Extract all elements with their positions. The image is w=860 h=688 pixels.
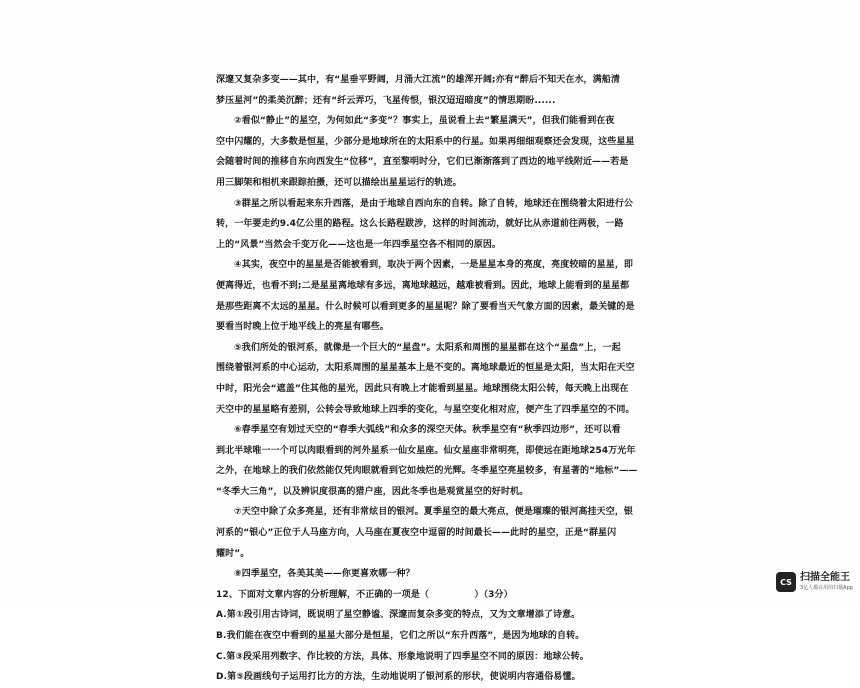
text-line: ②看似“静止”的星空，为何如此“多变”？事实上，虽说看上去“繁星满天”，但我们能看到在夜: [234, 116, 615, 127]
text-line: 到北半球唯一一个可以肉眼看到的河外星系一仙女星座。仙女星座非常明亮，即使远在距地球254万光年: [216, 445, 636, 456]
text-line: 中时，阳光会“遮盖”住其他的星光，因此只有晚上才能看到星星。地球围绕太阳公转，每天晚上出现在: [216, 383, 629, 394]
text-line: 上的“风景”当然会千变万化——这也是一年四季星空各不相同的原因。: [216, 239, 502, 250]
text-line: 用三脚架和相机来跟踪拍摄，还可以描绘出星星运行的轨迹。: [216, 177, 462, 188]
text-line: 河系的“银心”正位于人马座方向，人马座在夏夜空中逗留的时间最长——此时的星空，正是“群星闪: [216, 528, 617, 539]
text-line: 转，一年要走约9.4亿公里的路程。这么长路程跋涉，这样的时间流动，就好比从赤道前往两极，一路: [216, 219, 624, 230]
camscanner-logo-icon: CS: [776, 572, 796, 592]
text-line: 耀时”。: [216, 548, 250, 559]
text-line: ⑧四季星空，各美其美——你更喜欢哪一种？: [234, 569, 415, 580]
text-line: 便离得近，也看不到;二是星星离地球有多远，离地球越远，越难被看到。因此，地球上能看到的星星都: [216, 280, 630, 291]
option-c: C.第③段采用列数字、作比较的方法，具体、形象地说明了四季星空不同的原因：地球公转。: [216, 651, 589, 662]
article-text: [216, 70, 656, 688]
text-line: ⑦天空中除了众多亮星，还有非常炫目的银河。夏季星空的最大亮点，便是璀璨的银河高挂天空，银: [234, 507, 634, 518]
text-line: 要看当时晚上位于地平线上的亮星有哪些。: [216, 322, 389, 333]
question-stem: 12、下面对文章内容的分析理解，不正确的一项是（ ）（3分）: [216, 589, 513, 600]
text-line: 是那些距离不太远的星星。什么时候可以看到更多的星星呢？除了要看当天气象方面的因素，最关键的是: [216, 301, 635, 312]
text-line: 梦压星河”的柔美沉醉；还有“纤云弄巧，飞星传恨，银汉迢迢暗度”的情思期盼......: [216, 95, 556, 106]
text-line: 会随着时间的推移自东向西发生“位移”，直至黎明时分，它们已渐渐落到了西边的地平线附近——若是: [216, 157, 629, 168]
scanner-watermark: [776, 572, 853, 592]
text-line: 空中闪耀的，大多数是恒星，少部分是地球所在的太阳系中的行星。如果再细细观察还会发现，这些星星: [216, 136, 635, 147]
watermark-title: 扫描全能王: [800, 572, 850, 583]
text-line: ⑥春季星空有划过天空的“春季大弧线”和众多的深空天体。秋季星空有“秋季四边形”，还可以看: [234, 425, 621, 436]
watermark-subtitle: 3亿人都在用的扫描App: [800, 585, 853, 591]
option-b: B.我们能在夜空中看到的星星大部分是恒星，它们之所以“东升西落”，是因为地球的自转。: [216, 631, 585, 642]
text-line: ⑤我们所处的银河系，就像是一个巨大的“星盘”。太阳系和周围的星星都在这个“星盘”上，一起: [234, 342, 621, 353]
text-line: 深邃又复杂多变——其中，有“星垂平野阔，月涌大江流”的雄浑开阔;亦有“醉后不知天在水，满船清: [216, 75, 620, 85]
text-line: 天空中的星星略有差别，公转会导致地球上四季的变化，与星空变化相对应，便产生了四季星空的不同。: [216, 404, 635, 415]
text-line: 之外，在地球上的我们依然能仅凭肉眼就看到它如烛烂的光辉。冬季星空亮星较多，有星著的“地标”——: [216, 466, 638, 477]
option-a: A.第①段引用古诗词，既说明了星空静谧、深邃而复杂多变的特点，又为文章增添了诗意。: [216, 610, 581, 621]
option-d: D.第⑤段画线句子运用打比方的方法，生动地说明了银河系的形状，使说明内容通俗易懂。: [216, 672, 581, 683]
text-line: 围绕着银河系的中心运动，太阳系周围的星星基本上是不变的。离地球最近的恒星是太阳，当太阳在天空: [216, 363, 635, 374]
text-line: ④其实，夜空中的星星是否能被看到，取决于两个因素，一是星星本身的亮度，亮度较暗的星星，即: [234, 260, 634, 271]
text-line: ③群星之所以看起来东升西落，是由于地球自西向东的自转。除了自转，地球还在围绕着太阳进行公: [234, 198, 634, 209]
text-line: “冬季大三角”，以及辨识度很高的猎户座，因此冬季也是观赏星空的好时机。: [216, 486, 529, 497]
